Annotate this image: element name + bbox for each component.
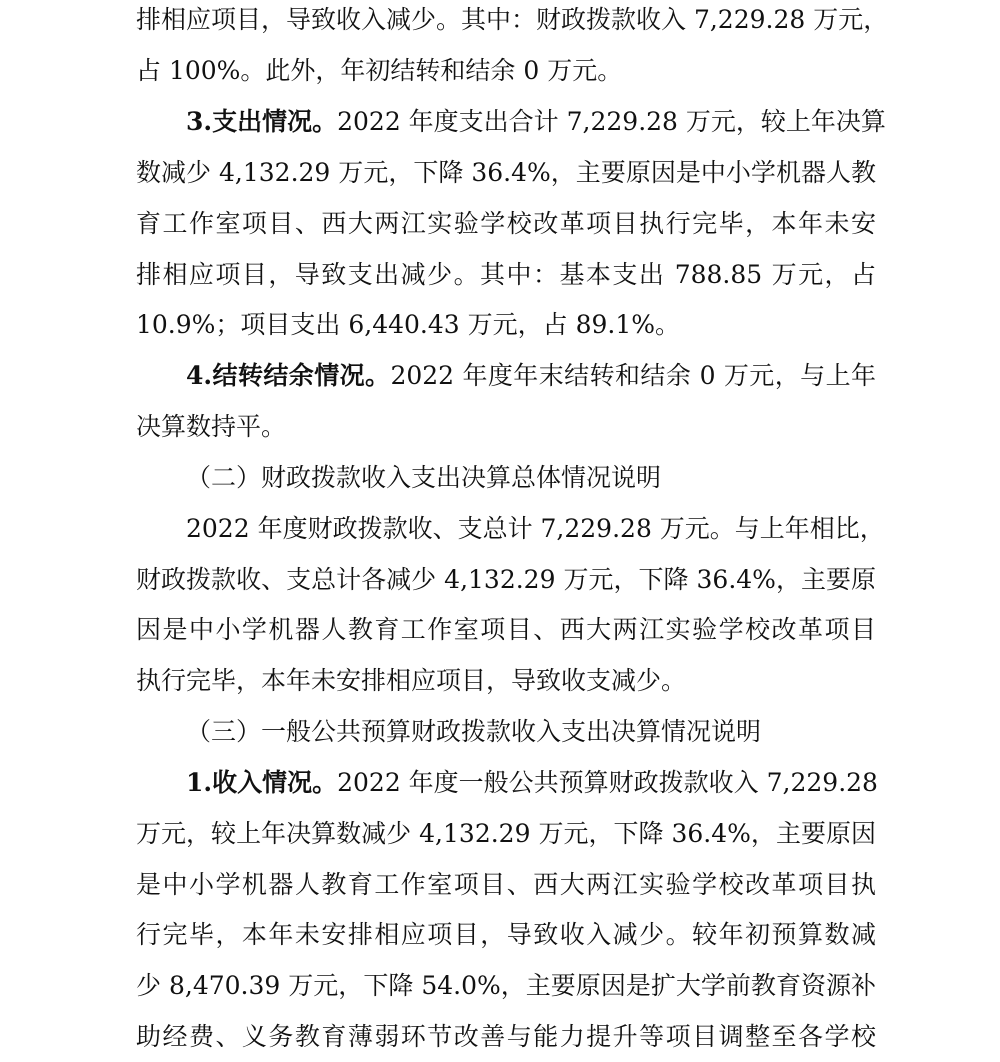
paragraph-line — [136, 1011, 876, 1062]
line-text: 行完毕，本年未安排相应项目，导致收入减少。较年初预算数减 — [136, 920, 876, 949]
line-text: 占 100%。此外，年初结转和结余 0 万元。 — [136, 56, 623, 85]
line-text: 少 8,470.39 万元，下降 54.0%，主要原因是扩大学前教育资源补 — [136, 971, 876, 1000]
paragraph-line — [186, 757, 876, 808]
line-text: 2022 年度一般公共预算财政拨款收入 7,229.28 — [337, 768, 878, 797]
paragraph-line — [136, 198, 876, 249]
line-text: 2022 年度财政拨款收、支总计 7,229.28 万元。与上年相比， — [186, 514, 885, 543]
paragraph-line — [186, 503, 885, 554]
paragraph-line — [136, 960, 876, 1011]
line-text: 助经费、义务教育薄弱环节改善与能力提升等项目调整至各学校 — [136, 1022, 876, 1051]
line-text: 排相应项目，导致支出减少。其中：基本支出 788.85 万元，占 — [136, 260, 876, 289]
paragraph-line — [136, 859, 876, 910]
section-heading-income: 1.收入情况。 — [186, 768, 338, 797]
section-heading-expenditure: 3.支出情况。 — [186, 107, 338, 136]
line-text: 执行完毕，本年未安排相应项目，导致收支减少。 — [136, 666, 687, 695]
line-text: 数减少 4,132.29 万元，下降 36.4%，主要原因是中小学机器人教 — [136, 158, 876, 187]
line-text: 育工作室项目、西大两江实验学校改革项目执行完毕，本年未安 — [136, 209, 876, 238]
line-text: 决算数持平。 — [136, 412, 287, 441]
paragraph-line — [186, 96, 886, 147]
paragraph-line — [136, 909, 876, 960]
line-text: 排相应项目，导致收入减少。其中：财政拨款收入 7,229.28 万元， — [136, 5, 889, 34]
paragraph-line — [136, 0, 889, 45]
paragraph-line — [136, 401, 876, 452]
paragraph-line — [136, 147, 876, 198]
line-text: 2022 年度支出合计 7,229.28 万元，较上年决算 — [337, 107, 886, 136]
paragraph-line — [136, 554, 876, 605]
line-text: 是中小学机器人教育工作室项目、西大两江实验学校改革项目执 — [136, 870, 876, 899]
paragraph-line — [136, 808, 876, 859]
line-text: 财政拨款收、支总计各减少 4,132.29 万元，下降 36.4%，主要原 — [136, 565, 876, 594]
line-text: 10.9%；项目支出 6,440.43 万元，占 89.1%。 — [136, 310, 681, 339]
heading-text: （二）财政拨款收入支出决算总体情况说明 — [186, 463, 662, 492]
heading-text: （三）一般公共预算财政拨款收入支出决算情况说明 — [186, 717, 762, 746]
line-text: 2022 年度年末结转和结余 0 万元，与上年 — [390, 361, 876, 390]
paragraph-line — [136, 655, 876, 706]
paragraph-line — [136, 249, 876, 300]
section-heading-fiscal-overview — [186, 452, 876, 503]
paragraph-line — [136, 604, 876, 655]
line-text: 因是中小学机器人教育工作室项目、西大两江实验学校改革项目 — [136, 615, 876, 644]
paragraph-line — [136, 45, 876, 96]
section-heading-carryover: 4.结转结余情况。 — [186, 361, 391, 390]
paragraph-line — [186, 350, 876, 401]
line-text: 万元，较上年决算数减少 4,132.29 万元，下降 36.4%，主要原因 — [136, 819, 876, 848]
section-heading-general-budget — [186, 706, 876, 757]
paragraph-line — [136, 299, 876, 350]
